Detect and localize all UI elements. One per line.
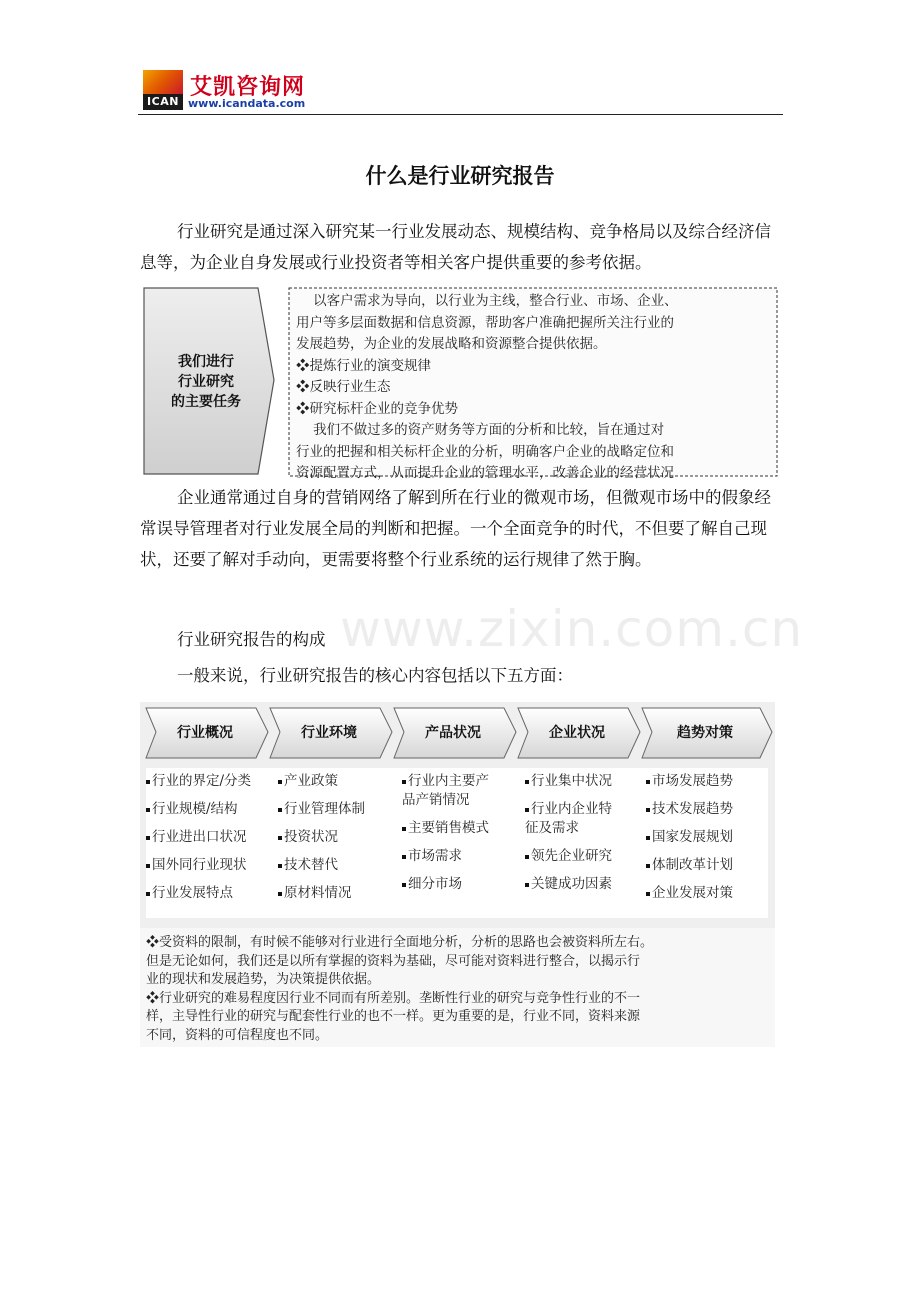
note-line: ❖行业研究的难易程度因行业不同而有所差别。垄断性行业的研究与竞争性行业的不一 [146, 990, 641, 1006]
tasks-bullet: ❖反映行业生态 [296, 379, 391, 395]
list-item: 投资状况 [278, 828, 398, 847]
note-line: 不同，资料的可信程度也不同。 [146, 1027, 329, 1043]
column-header-product-status: 产品状况 [425, 725, 481, 741]
column-trends-strategy [646, 772, 771, 912]
list-item: 行业规模/结构 [146, 800, 274, 819]
tasks-line: 以客户需求为导向，以行业为主线，整合行业、市场、企业、 [296, 293, 678, 309]
logo-title: 艾凯咨询网 [190, 75, 306, 100]
bullet-square-icon [402, 883, 406, 887]
list-item: 国家发展规划 [646, 828, 771, 847]
bullet-square-icon [278, 780, 282, 784]
page-title: 什么是行业研究报告 [365, 164, 555, 188]
header-divider [138, 114, 783, 115]
column-industry-overview [146, 772, 274, 912]
bullet-square-icon [402, 855, 406, 859]
list-item: 关键成功因素 [525, 875, 643, 894]
column-header-trends-strategy: 趋势对策 [677, 725, 733, 741]
list-item: 行业内主要产 品产销情况 [402, 773, 489, 808]
tasks-label-line: 我们进行 [178, 354, 234, 370]
logo-url[interactable]: www.icandata.com [188, 97, 306, 110]
note-line: 但是无论如何，我们还是以所有掌握的资料为基础，尽可能对资料进行整合，以揭示行 [146, 953, 641, 969]
note-line: ❖受资料的限制，有时候不能够对行业进行全面地分析，分析的思路也会被资料所左右。 [146, 935, 654, 950]
bullet-square-icon [646, 780, 650, 784]
list-item: 行业的界定/分类 [146, 772, 274, 791]
list-item: 行业内企业特 征及需求 [525, 801, 612, 836]
column-enterprise-status [525, 772, 643, 903]
column-header-industry-overview: 行业概况 [177, 725, 233, 741]
tasks-label-line: 的主要任务 [171, 394, 241, 410]
bullet-square-icon [402, 780, 406, 784]
column-product-status [402, 772, 520, 903]
tasks-line: 我们不做过多的资产财务等方面的分析和比较，旨在通过对 [296, 422, 665, 438]
bullet-square-icon [146, 892, 150, 896]
bullet-square-icon [525, 883, 529, 887]
list-item: 体制改革计划 [646, 856, 771, 875]
bullet-square-icon [146, 836, 150, 840]
bullet-square-icon [646, 892, 650, 896]
column-header-industry-environment: 行业环境 [301, 725, 357, 741]
list-item: 市场发展趋势 [646, 772, 771, 791]
tasks-line: 资源配置方式，从而提升企业的管理水平，改善企业的经营状况 [296, 465, 674, 481]
column-header-enterprise-status: 企业状况 [549, 725, 605, 741]
note-line: 业的现状和发展趋势，为决策提供依据。 [146, 972, 381, 987]
paragraph-market: 企业通常通过自身的营销网络了解到所在行业的微观市场，但微观市场中的假象经常误导管理者对行业发展全局的判断和把握。一个全面竞争的时代，不但要了解自己现状，还要了解对手动向，更需要将整个行业系统的运行规律了然于胸。 [140, 488, 771, 569]
column-industry-environment [278, 772, 398, 912]
bullet-square-icon [525, 780, 529, 784]
bullet-square-icon [525, 855, 529, 859]
tasks-bullet: ❖提炼行业的演变规律 [296, 357, 431, 374]
bullet-square-icon [278, 892, 282, 896]
list-item: 产业政策 [278, 772, 398, 791]
tasks-line: 发展趋势，为企业的发展战略和资源整合提供依据。 [296, 336, 607, 352]
list-item: 行业发展特点 [146, 884, 274, 903]
list-item: 原材料情况 [278, 884, 398, 903]
bullet-square-icon [278, 836, 282, 840]
tasks-bullet: ❖研究标杆企业的竞争优势 [296, 400, 458, 417]
watermark: www.zixin.com.cn [340, 600, 804, 658]
tasks-label-line: 行业研究 [178, 374, 234, 390]
list-item: 技术发展趋势 [646, 800, 771, 819]
list-item: 行业进出口状况 [146, 828, 274, 847]
tasks-line: 用户等多层面数据和信息资源，帮助客户准确把握所关注行业的 [296, 314, 674, 331]
list-item: 细分市场 [402, 875, 520, 894]
bullet-square-icon [278, 864, 282, 868]
bullet-square-icon [278, 808, 282, 812]
list-item: 主要销售模式 [402, 819, 520, 838]
tasks-label [150, 352, 262, 412]
bullet-square-icon [402, 827, 406, 831]
bullet-square-icon [146, 808, 150, 812]
bullet-square-icon [646, 808, 650, 812]
tasks-text [296, 291, 766, 485]
bullet-square-icon [646, 864, 650, 868]
section-heading: 行业研究报告的构成 [177, 630, 326, 649]
list-item: 技术替代 [278, 856, 398, 875]
list-item: 企业发展对策 [646, 884, 771, 903]
paragraph-intro: 行业研究是通过深入研究某一行业发展动态、规模结构、竞争格局以及综合经济信息等，为企业自身发展或行业投资者等相关客户提供重要的参考依据。 [140, 222, 771, 272]
list-item: 领先企业研究 [525, 847, 643, 866]
logo-ican-text: ICAN [143, 94, 183, 110]
list-item: 行业管理体制 [278, 800, 398, 819]
bullet-square-icon [146, 864, 150, 868]
list-item: 市场需求 [402, 847, 520, 866]
bullet-square-icon [646, 836, 650, 840]
note-line: 样，主导性行业的研究与配套性行业的也不一样。更为重要的是，行业不同，资料来源 [146, 1009, 641, 1024]
list-item: 行业集中状况 [525, 772, 643, 791]
bullet-square-icon [525, 808, 529, 812]
tasks-line: 行业的把握和相关标杆企业的分析，明确客户企业的战略定位和 [296, 443, 674, 460]
intro-line: 一般来说，行业研究报告的核心内容包括以下五方面： [177, 666, 573, 685]
bullet-square-icon [146, 780, 150, 784]
structure-notes [146, 934, 776, 1045]
list-item: 国外同行业现状 [146, 856, 274, 875]
